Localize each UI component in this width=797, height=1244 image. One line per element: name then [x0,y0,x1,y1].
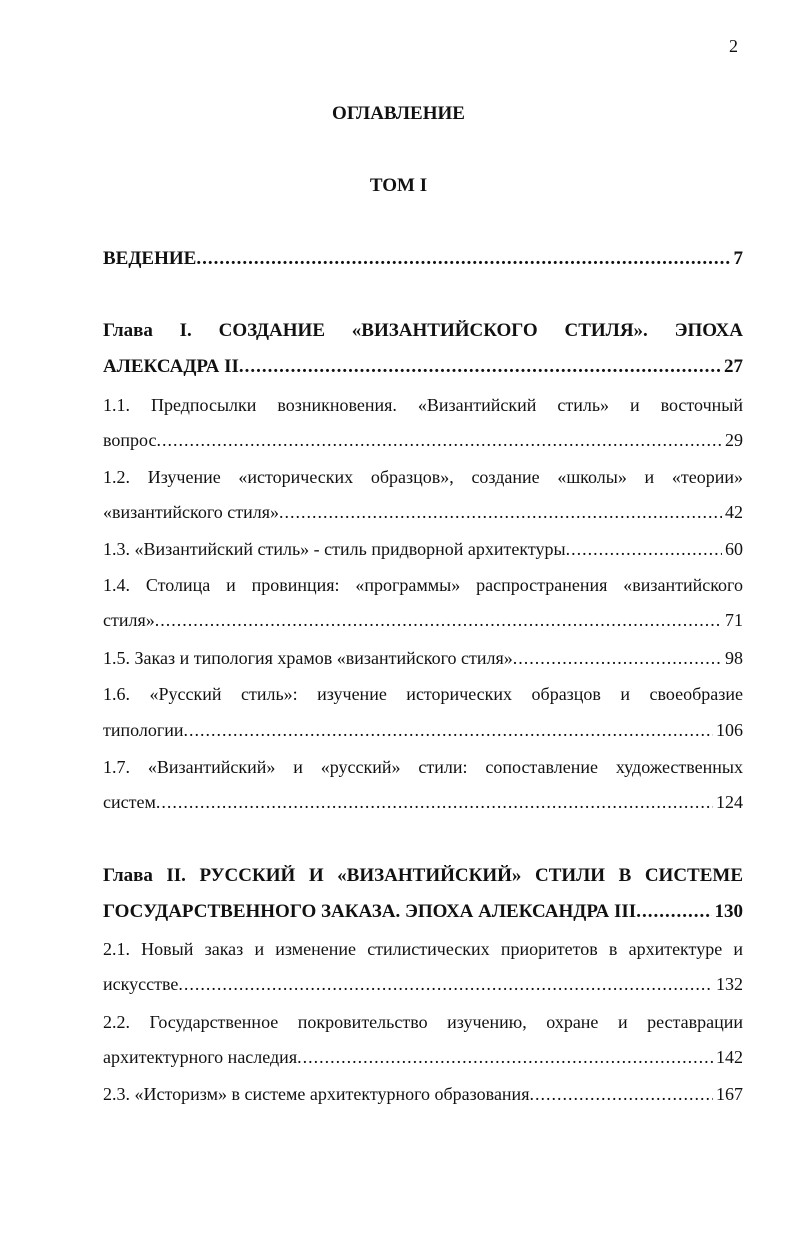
entry-text: архитектурного наследия [103,1047,298,1067]
toc-entry-intro [103,248,743,278]
entry-text: «византийского стиля» [103,502,280,522]
leader-dots [297,1047,713,1068]
entry-page: 130 [714,901,743,922]
leader-dots [636,901,711,923]
chapter-2-heading-line2 [103,901,743,931]
volume-title: ТОМ I [369,175,428,196]
leader-dots [566,539,722,560]
section-2-2-line1: 2.2. Государственное покровительство изучению, охране и реставрации [103,1012,743,1032]
chapter-2-heading-line1: Глава II. РУССКИЙ И «ВИЗАНТИЙСКИЙ» СТИЛИ В СИСТЕМЕ [103,865,743,886]
entry-text: 1.5. Заказ и типология храмов «византийского стиля» [103,648,513,668]
entry-page: 98 [725,648,743,668]
entry-text: ВЕДЕНИЕ [103,248,197,269]
entry-page: 42 [725,502,743,522]
entry-page: 124 [716,792,743,812]
entry-text: вопрос [103,430,157,450]
leader-dots [178,974,713,995]
entry-text: 1.3. «Византийский стиль» - стиль придворной архитектуры [103,539,566,559]
entry-page: 142 [716,1047,743,1067]
leader-dots [239,356,721,378]
section-1-1-line2 [103,430,743,460]
leader-dots [529,1084,713,1105]
section-1-2-line2 [103,502,743,532]
entry-text: систем [103,792,156,812]
chapter-1-heading-line1: Глава I. СОЗДАНИЕ «ВИЗАНТИЙСКОГО СТИЛЯ». ЭПОХА [103,320,743,341]
entry-text: типологии [103,720,184,740]
entry-page: 167 [716,1084,743,1104]
entry-page: 132 [716,974,743,994]
section-1-4-line2 [103,610,743,640]
leader-dots [279,502,722,523]
entry-text: стиля» [103,610,155,630]
toc-title: ОГЛАВЛЕНИЕ [332,103,465,124]
entry-page: 7 [733,248,743,269]
leader-dots [155,610,722,631]
leader-dots [156,430,722,451]
entry-text: 2.3. «Историзм» в системе архитектурного образования [103,1084,530,1104]
entry-text: ГОСУДАРСТВЕННОГО ЗАКАЗА. ЭПОХА АЛЕКСАНДРА III [103,901,637,922]
section-1-4-line1: 1.4. Столица и провинция: «программы» распространения «византийского [103,575,743,595]
page-number: 2 [729,36,738,56]
section-2-1-line2 [103,974,743,1004]
section-1-7-line1: 1.7. «Византийский» и «русский» стили: сопоставление художественных [103,757,743,777]
entry-page: 29 [725,430,743,450]
leader-dots [156,792,713,813]
section-1-6-line2 [103,720,743,750]
section-2-3 [103,1084,743,1114]
entry-text: АЛЕКСАДРА II [103,356,239,377]
entry-page: 106 [716,720,743,740]
section-2-2-line2 [103,1047,743,1077]
section-1-1-line1: 1.1. Предпосылки возникновения. «Византийский стиль» и восточный [103,395,743,415]
section-1-2-line1: 1.2. Изучение «исторических образцов», создание «школы» и «теории» [103,467,743,487]
section-1-6-line1: 1.6. «Русский стиль»: изучение исторических образцов и своеобразие [103,684,743,704]
leader-dots [513,648,722,669]
entry-page: 27 [724,356,743,377]
section-1-7-line2 [103,792,743,822]
entry-text: искусстве [103,974,179,994]
entry-page: 60 [725,539,743,559]
section-2-1-line1: 2.1. Новый заказ и изменение стилистических приоритетов в архитектуре и [103,939,743,959]
entry-page: 71 [725,610,743,630]
section-1-3 [103,539,743,569]
chapter-1-heading-line2 [103,356,743,386]
section-1-5 [103,648,743,678]
leader-dots [184,720,713,741]
leader-dots [196,248,730,270]
